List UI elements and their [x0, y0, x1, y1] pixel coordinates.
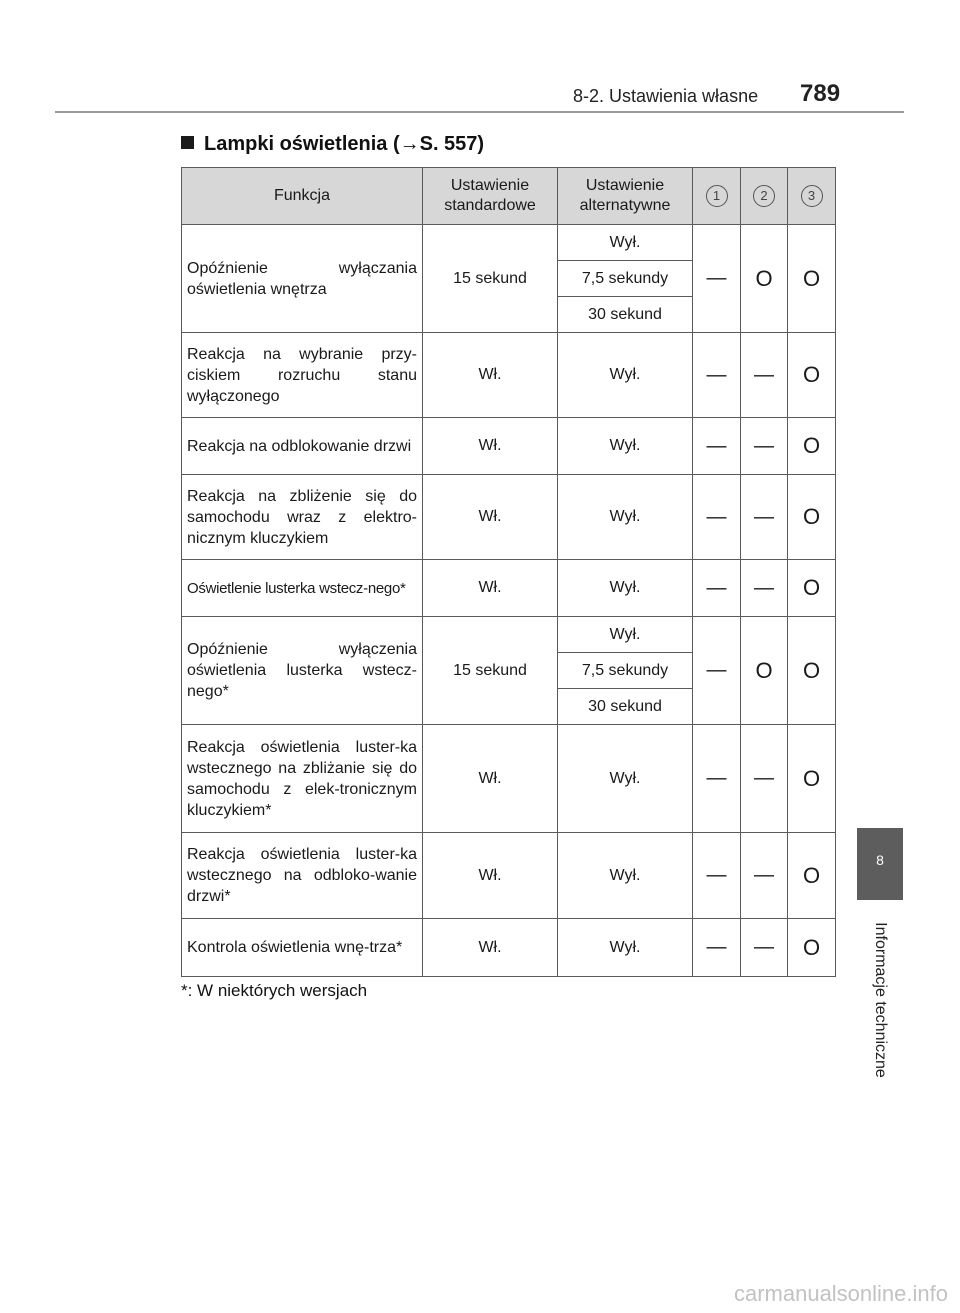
header-method-1	[693, 168, 741, 225]
method-3-mark: O	[788, 919, 836, 977]
table-row	[182, 617, 836, 653]
function-cell: Reakcja oświetlenia luster-ka wstecznego na zbliżanie się do samochodu z elek-tronicznym kluczykiem*	[182, 725, 423, 833]
method-2-mark: O	[741, 617, 788, 725]
method-2-mark: —	[741, 725, 788, 833]
method-3-mark: O	[788, 833, 836, 919]
header-method-3	[788, 168, 836, 225]
method-3-mark: O	[788, 617, 836, 725]
method-3-mark: O	[788, 475, 836, 560]
default-value-cell: 15 sekund	[423, 225, 558, 333]
function-cell: Oświetlenie lusterka wstecz-nego*	[182, 560, 423, 617]
table-row	[182, 919, 836, 977]
alternative-value-cell: Wył.	[558, 560, 693, 617]
table-row	[182, 333, 836, 418]
alternative-value-cell: Wył.	[558, 617, 693, 653]
alternative-value-cell: 7,5 sekundy	[558, 261, 693, 297]
header-default-setting: Ustawienie standardowe	[423, 168, 558, 225]
method-2-mark: —	[741, 333, 788, 418]
method-1-mark: —	[693, 725, 741, 833]
method-1-mark: —	[693, 560, 741, 617]
header-method-2	[741, 168, 788, 225]
method-2-mark: —	[741, 560, 788, 617]
function-cell: Reakcja oświetlenia luster-ka wstecznego na odbloko-wanie drzwi*	[182, 833, 423, 919]
watermark: carmanualsonline.info	[733, 1281, 948, 1306]
method-2-mark: —	[741, 418, 788, 475]
default-value-cell: Wł.	[423, 333, 558, 418]
method-1-mark: —	[693, 833, 741, 919]
default-value-cell: Wł.	[423, 833, 558, 919]
section-heading	[181, 133, 484, 156]
default-value-cell: Wł.	[423, 560, 558, 617]
method-2-mark: O	[741, 225, 788, 333]
page-number: 789	[800, 80, 841, 107]
chapter-tab	[857, 828, 903, 900]
method-2-mark: —	[741, 919, 788, 977]
table-row	[182, 725, 836, 833]
table-row	[182, 225, 836, 261]
footnote: *: W niektórych wersjach	[181, 981, 368, 1000]
table-row	[182, 475, 836, 560]
table-row	[182, 418, 836, 475]
chapter-number: 8	[876, 852, 884, 868]
table-row	[182, 560, 836, 617]
function-cell: Reakcja na zbliżenie się do samochodu wraz z elektro-nicznym kluczykiem	[182, 475, 423, 560]
alternative-value-cell: Wył.	[558, 418, 693, 475]
circled-number-3-icon: 3	[801, 185, 823, 207]
table-row	[182, 833, 836, 919]
alternative-value-cell: Wył.	[558, 225, 693, 261]
section-heading-text: Lampki oświetlenia (→S. 557)	[204, 133, 485, 155]
table-header-row	[182, 168, 836, 225]
method-3-mark: O	[788, 418, 836, 475]
default-value-cell: Wł.	[423, 919, 558, 977]
method-3-mark: O	[788, 333, 836, 418]
function-cell: Reakcja na wybranie przy-ciskiem rozruchu stanu wyłączonego	[182, 333, 423, 418]
default-value-cell: 15 sekund	[423, 617, 558, 725]
alternative-value-cell: 30 sekund	[558, 689, 693, 725]
method-3-mark: O	[788, 560, 836, 617]
method-1-mark: —	[693, 475, 741, 560]
settings-table	[181, 167, 836, 977]
square-bullet-icon	[181, 136, 194, 149]
function-cell: Kontrola oświetlenia wnę-trza*	[182, 919, 423, 977]
circled-number-2-icon: 2	[753, 185, 775, 207]
header-divider	[55, 111, 904, 113]
header-alternative-setting: Ustawienie alternatywne	[558, 168, 693, 225]
method-2-mark: —	[741, 475, 788, 560]
alternative-value-cell: Wył.	[558, 725, 693, 833]
default-value-cell: Wł.	[423, 418, 558, 475]
default-value-cell: Wł.	[423, 475, 558, 560]
method-1-mark: —	[693, 418, 741, 475]
method-1-mark: —	[693, 333, 741, 418]
default-value-cell: Wł.	[423, 725, 558, 833]
method-3-mark: O	[788, 225, 836, 333]
alternative-value-cell: Wył.	[558, 333, 693, 418]
function-cell: Opóźnienie wyłączania oświetlenia wnętrza	[182, 225, 423, 333]
alternative-value-cell: Wył.	[558, 475, 693, 560]
alternative-value-cell: Wył.	[558, 833, 693, 919]
alternative-value-cell: 7,5 sekundy	[558, 653, 693, 689]
function-cell: Reakcja na odblokowanie drzwi	[182, 418, 423, 475]
header-function: Funkcja	[182, 168, 423, 225]
method-2-mark: —	[741, 833, 788, 919]
page-header	[0, 78, 960, 108]
method-3-mark: O	[788, 725, 836, 833]
function-cell: Opóźnienie wyłączenia oświetlenia lusterka wstecz-nego*	[182, 617, 423, 725]
method-1-mark: —	[693, 919, 741, 977]
alternative-value-cell: 30 sekund	[558, 297, 693, 333]
method-1-mark: —	[693, 225, 741, 333]
method-1-mark: —	[693, 617, 741, 725]
circled-number-1-icon: 1	[706, 185, 728, 207]
chapter-label: Informacje techniczne	[872, 922, 889, 1078]
alternative-value-cell: Wył.	[558, 919, 693, 977]
section-title: 8-2. Ustawienia własne	[573, 86, 759, 106]
